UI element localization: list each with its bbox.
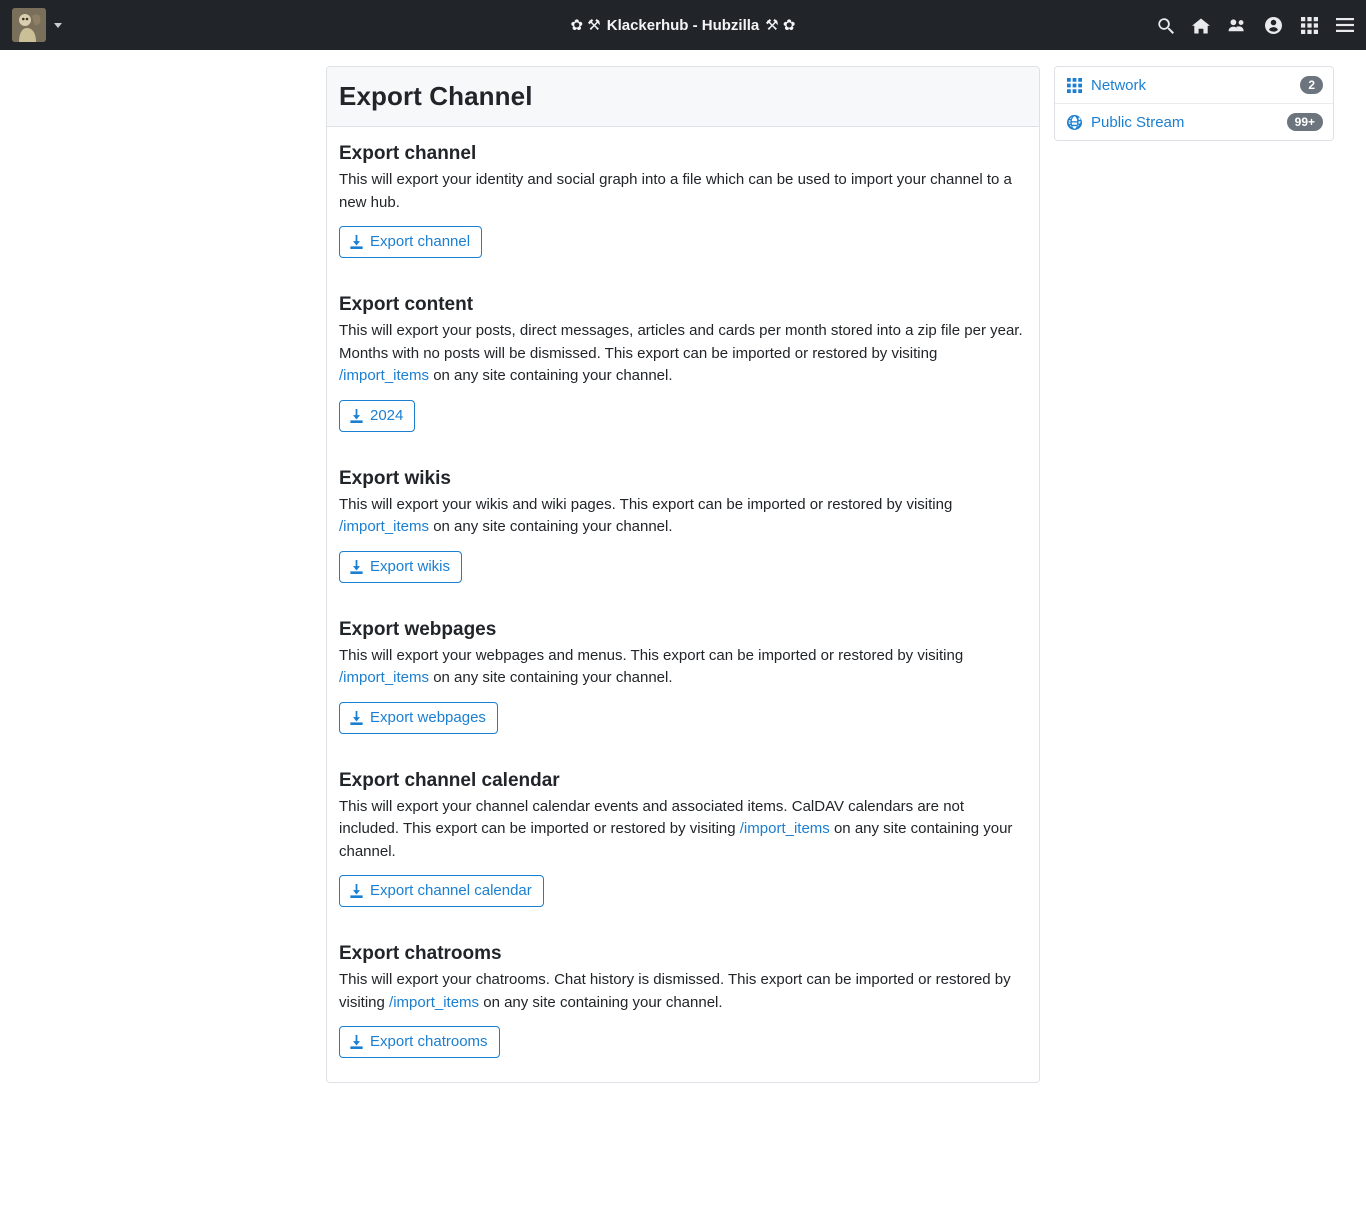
export-content-year-button[interactable] bbox=[339, 400, 415, 432]
card-body bbox=[327, 127, 1039, 1082]
top-navbar bbox=[0, 0, 1366, 50]
export-calendar-button[interactable] bbox=[339, 875, 544, 907]
desc-text: This will export your posts, direct messages, articles and cards per month stored into a zip file per year. Months with no posts will be dismissed. This export can be imported or restored by visiting bbox=[339, 322, 1023, 362]
desc-text: This will export your wikis and wiki pages. This export can be imported or restored by visiting bbox=[339, 495, 953, 513]
sidebar-item-network[interactable] bbox=[1055, 67, 1333, 103]
account-icon[interactable] bbox=[1264, 16, 1282, 34]
button-label: Export channel bbox=[370, 233, 471, 250]
stream-nav-card bbox=[1054, 66, 1334, 141]
section-heading: Export wikis bbox=[339, 467, 451, 489]
desc-text: This will export your identity and social graph into a file which can be used to import your channel to a new hub. bbox=[339, 171, 1012, 211]
section-description bbox=[339, 494, 1027, 539]
search-icon[interactable] bbox=[1156, 16, 1174, 34]
download-icon bbox=[350, 560, 363, 574]
title-decoration-left: ✿ ⚒ bbox=[570, 17, 601, 34]
import-items-link[interactable]: /import_items bbox=[389, 993, 480, 1011]
desc-text-post: on any site containing your channel. bbox=[429, 367, 673, 384]
section-export-wikis bbox=[339, 468, 1027, 601]
avatar[interactable] bbox=[12, 8, 46, 42]
section-description bbox=[339, 969, 1027, 1014]
section-export-chatrooms bbox=[339, 943, 1027, 1058]
sidebar-item-public-stream[interactable] bbox=[1055, 103, 1333, 140]
download-icon bbox=[350, 884, 363, 898]
menu-icon[interactable] bbox=[1336, 16, 1354, 34]
status-badge: 2 bbox=[1300, 76, 1323, 94]
title-decoration-right: ⚒ ✿ bbox=[765, 17, 796, 34]
section-heading: Export channel calendar bbox=[339, 769, 560, 791]
status-badge: 99+ bbox=[1287, 113, 1323, 131]
button-label: Export webpages bbox=[370, 708, 486, 726]
import-items-link[interactable]: /import_items bbox=[339, 669, 430, 686]
import-items-link[interactable]: /import_items bbox=[339, 518, 430, 535]
section-export-webpages bbox=[339, 619, 1027, 752]
section-heading: Export webpages bbox=[339, 618, 497, 640]
people-icon[interactable] bbox=[1228, 16, 1246, 34]
export-channel-card bbox=[326, 66, 1040, 1083]
section-heading: Export channel bbox=[339, 143, 477, 164]
sidebar-item-label: Network bbox=[1091, 76, 1147, 94]
chevron-down-icon[interactable] bbox=[54, 23, 62, 28]
desc-text-post: on any site containing your channel. bbox=[479, 993, 723, 1011]
section-description bbox=[339, 645, 1027, 690]
page-title: Export Channel bbox=[339, 81, 533, 111]
apps-icon[interactable] bbox=[1300, 16, 1318, 34]
button-label: Export wikis bbox=[370, 557, 451, 575]
download-icon bbox=[350, 711, 363, 725]
desc-text: This will export your channel calendar events and associated items. CalDAV calendars are not included. This export can be imported or restored by visiting bbox=[339, 797, 965, 837]
sidebar-item-label: Public Stream bbox=[1091, 113, 1185, 131]
navbar-title-text: Klackerhub - Hubzilla bbox=[606, 16, 760, 34]
navbar-left bbox=[12, 8, 62, 42]
card-header bbox=[327, 67, 1039, 127]
button-label: 2024 bbox=[370, 406, 404, 424]
desc-text: This will export your webpages and menus. This export can be imported or restored by visiting bbox=[339, 646, 964, 664]
grid-icon bbox=[1065, 77, 1083, 93]
section-export-calendar bbox=[339, 770, 1027, 926]
section-heading: Export content bbox=[339, 294, 474, 315]
download-icon bbox=[350, 1035, 363, 1049]
button-label: Export channel calendar bbox=[370, 882, 532, 899]
download-icon bbox=[350, 409, 363, 423]
section-export-content bbox=[339, 294, 1027, 450]
desc-text: This will export your chatrooms. Chat history is dismissed. This export can be imported or restored by visiting bbox=[339, 971, 1011, 1011]
home-icon[interactable] bbox=[1192, 16, 1210, 34]
export-wikis-button[interactable] bbox=[339, 551, 462, 583]
button-label: Export chatrooms bbox=[370, 1033, 488, 1050]
desc-text-post: on any site containing your channel. bbox=[429, 518, 673, 535]
export-chatrooms-button[interactable] bbox=[339, 1026, 500, 1058]
right-sidebar bbox=[1054, 66, 1334, 141]
section-description bbox=[339, 169, 1027, 214]
export-channel-button[interactable] bbox=[339, 226, 482, 258]
section-description bbox=[339, 796, 1027, 864]
download-icon bbox=[350, 235, 363, 249]
desc-text-post: on any site containing your channel. bbox=[429, 669, 673, 686]
main-content bbox=[326, 66, 1040, 1083]
globe-icon bbox=[1065, 114, 1083, 130]
section-description bbox=[339, 320, 1027, 388]
section-export-channel bbox=[339, 143, 1027, 276]
page-layout bbox=[0, 50, 1366, 1083]
desc-text-post: on any site containing your channel. bbox=[339, 820, 1013, 860]
section-heading: Export chatrooms bbox=[339, 943, 502, 964]
import-items-link[interactable]: /import_items bbox=[339, 367, 430, 384]
import-items-link[interactable]: /import_items bbox=[739, 820, 830, 837]
export-webpages-button[interactable] bbox=[339, 702, 498, 734]
navbar-right bbox=[1156, 16, 1354, 34]
